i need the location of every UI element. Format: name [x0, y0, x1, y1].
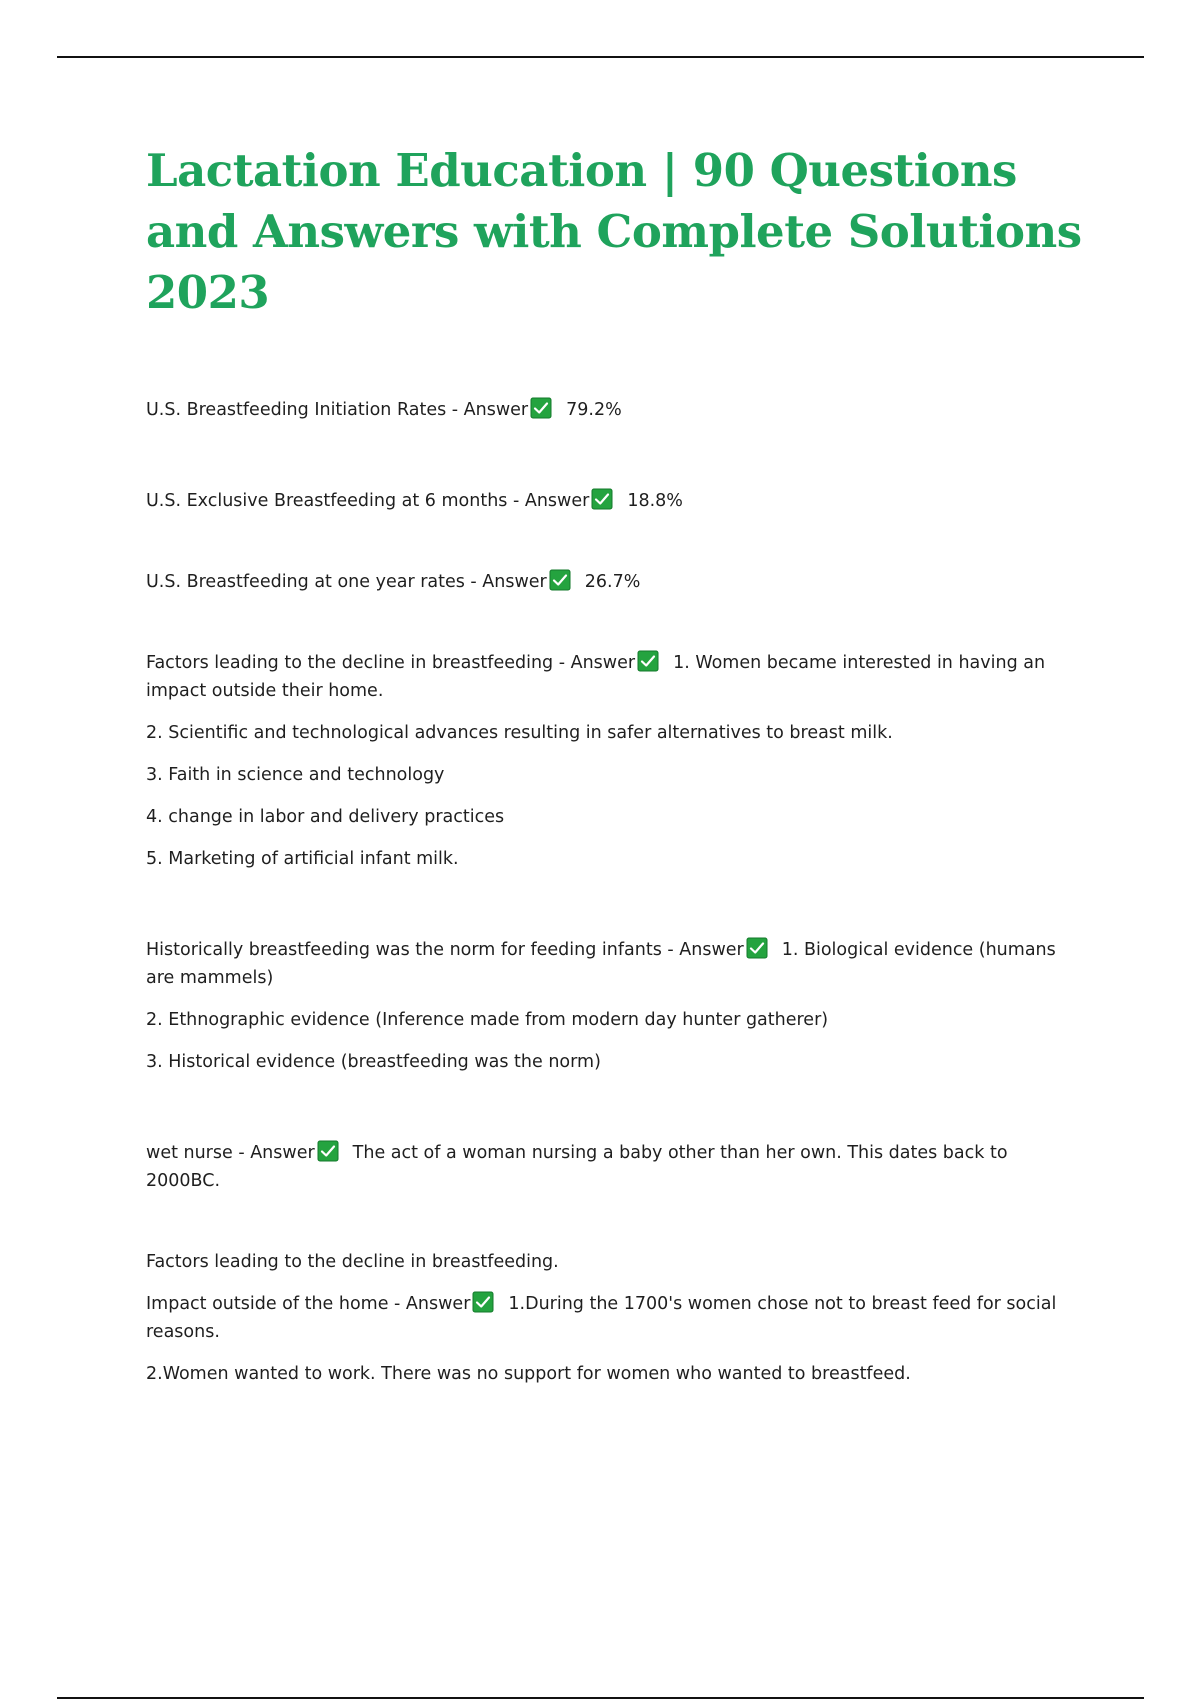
question-text: U.S. Breastfeeding Initiation Rates - Answer	[146, 400, 529, 420]
answer-text: 1. Women became interested in having an impact outside their home.	[146, 653, 1046, 701]
document-body	[146, 140, 1086, 1388]
check-box-icon	[746, 937, 768, 959]
question-text: Historically breastfeeding was the norm for feeding infants - Answer	[146, 940, 744, 960]
qa-one-year-rates	[146, 568, 1086, 596]
answer-text: 1. Biological evidence (humans are mammels)	[146, 940, 1056, 988]
check-box-icon	[591, 488, 613, 510]
list-item: 3. Historical evidence (breastfeeding was the norm)	[146, 1052, 601, 1072]
list-item: 3. Faith in science and technology	[146, 765, 445, 785]
check-box-icon	[549, 569, 571, 591]
document-title: Lactation Education | 90 Questions and Answers with Complete Solutions 2023	[146, 144, 1082, 319]
qa-historical-norm	[146, 936, 1086, 992]
question-text: U.S. Breastfeeding at one year rates - Answer	[146, 572, 547, 592]
list-item: 2. Ethnographic evidence (Inference made from modern day hunter gatherer)	[146, 1010, 829, 1030]
answer-text: 26.7%	[584, 572, 641, 592]
question-text: wet nurse - Answer	[146, 1143, 315, 1163]
answer-text: 18.8%	[627, 491, 683, 511]
list-item: 5. Marketing of artificial infant milk.	[146, 849, 459, 869]
section-intro: Factors leading to the decline in breastfeeding.	[146, 1252, 559, 1272]
check-box-icon	[472, 1291, 494, 1313]
question-text: Impact outside of the home - Answer	[146, 1294, 471, 1314]
qa-decline-factors	[146, 649, 1086, 705]
check-box-icon	[530, 397, 552, 419]
qa-exclusive-6-months	[146, 487, 1086, 515]
answer-text: 79.2%	[566, 400, 622, 420]
list-item: 2. Scientific and technological advances resulting in safer alternatives to breast milk.	[146, 723, 893, 743]
answer-text: 1.During the 1700's women chose not to breast feed for social reasons.	[146, 1294, 1057, 1342]
qa-wet-nurse	[146, 1139, 1086, 1195]
list-item: 2.Women wanted to work. There was no support for women who wanted to breastfeed.	[146, 1364, 911, 1384]
question-text: Factors leading to the decline in breastfeeding - Answer	[146, 653, 636, 673]
check-box-icon	[637, 650, 659, 672]
answer-text: The act of a woman nursing a baby other than her own. This dates back to 2000BC.	[146, 1143, 1008, 1191]
qa-initiation-rates	[146, 396, 1086, 424]
check-box-icon	[317, 1140, 339, 1162]
question-text: U.S. Exclusive Breastfeeding at 6 months - Answer	[146, 491, 590, 511]
list-item: 4. change in labor and delivery practices	[146, 807, 505, 827]
qa-impact-outside-home	[146, 1290, 1086, 1346]
top-rule	[57, 56, 1144, 58]
bottom-rule	[57, 1697, 1144, 1699]
